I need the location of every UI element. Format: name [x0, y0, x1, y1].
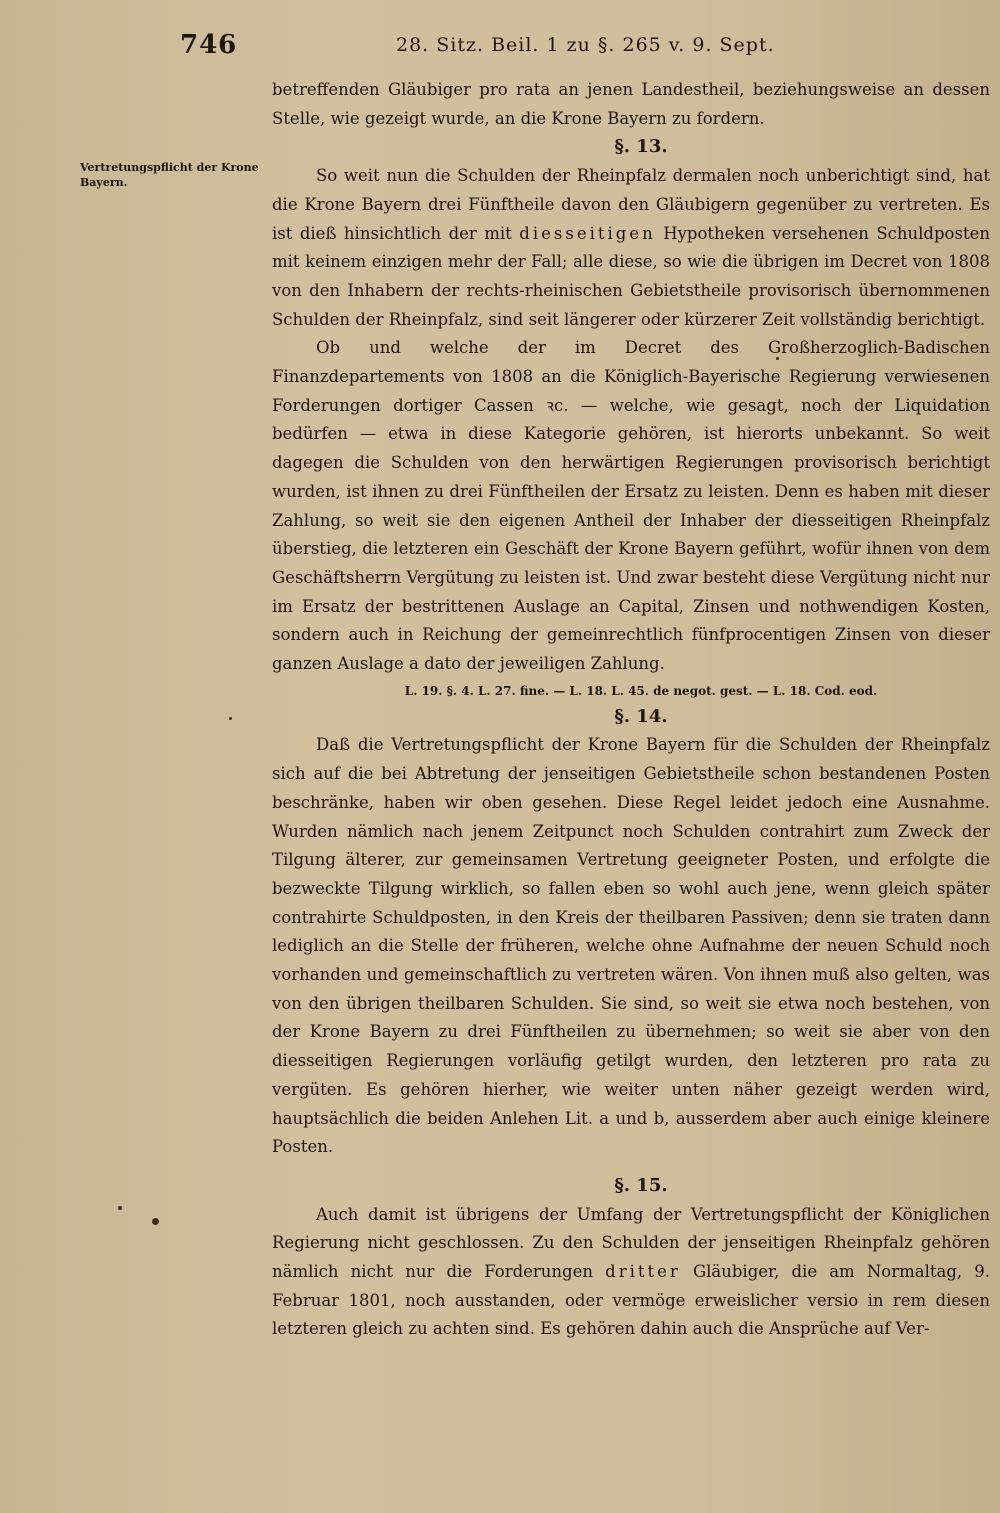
paragraph: Ob und welche der im Decret des Großherzoglich-Badischen Finanzdepartements von 1808 an die Königlich-Bayerische Regierung verwiesenen Forderungen dortiger Cassen ꝛc. — welche, wie gesagt, noch der Liquidation bedürfen — etwa in diese Kategorie gehören, ist hierorts unbekannt. So weit dagegen die Schulden von den herwärtigen Regierungen provisorisch berichtigt wurden, ist ihnen zu drei Fünftheilen der Ersatz zu leisten. Denn es haben mit dieser Zahlung, so weit sie den eigenen Antheil der Inhaber der diesseitigen Rheinpfalz überstieg, die letzteren ein Geschäft der Krone Bayern geführt, wofür ihnen von dem Geschäftsherrn Vergütung zu leisten ist. Und zwar besteht diese Vergütung nicht nur im Ersatz der bestrittenen Auslage an Capital, Zinsen und nothwendigen Kosten, sondern auch in Reichung der gemeinrechtlich fünfprocentigen Zinsen von dieser ganzen Auslage a dato der jeweiligen Zahlung. — [272, 338, 990, 674]
legal-citation: L. 19. §. 4. L. 27. fine. — L. 18. L. 45. de negot. gest. — L. 18. Cod. eod. — [404, 683, 878, 698]
section-heading-13: §. 13. — [614, 136, 668, 158]
ink-spot — [229, 717, 232, 720]
emphasized-word: dritter — [605, 1262, 681, 1282]
text-run: Gläubiger, die am Normaltag, 9. Februar 1801, noch ausstanden, oder vermöge erweislicher versio in rem diesen letzteren gleich zu achten sind. Es gehören dahin auch die Ansprüche auf Ver- — [272, 1262, 991, 1339]
running-title: 28. Sitz. Beil. 1 zu §. 265 v. 9. Sept. — [396, 34, 775, 56]
body-text — [272, 76, 990, 1344]
text-run: Auch damit ist übrigens der Umfang der Vertretungspflicht der Königlichen Regierung nicht geschlossen. Zu den Schulden der jenseitigen Rheinpfalz gehören nämlich nicht nur die Forderungen — [272, 1204, 990, 1282]
ink-spot — [776, 357, 779, 360]
paragraph: Daß die Vertretungspflicht der Krone Bayern für die Schulden der Rheinpfalz sich auf die bei Abtretung der jenseitigen Gebietstheile schon bestandenen Posten beschränke, haben wir oben gesehen. Diese Regel leidet jedoch eine Ausnahme. Wurden nämlich nach jenem Zeitpunct noch Schulden contrahirt zum Zweck der Tilgung älterer, zur gemeinsamen Vertretung geeigneter Posten, und erfolgte die bezweckte Tilgung wirklich, so fallen eben so wohl auch jene, wenn gleich später contrahirte Schuldposten, in den Kreis der theilbaren Passiven; denn sie traten dann lediglich an die Stelle der früheren, welche ohne Aufnahme der neuen Schuld noch vorhanden und gemeinschaftlich zu vertreten wären. Von ihnen muß also gelten, was von den übrigen theilbaren Schulden. Sie sind, so weit sie etwa noch bestehen, von der Krone Bayern zu drei Fünftheilen zu übernehmen; so weit sie aber von den diesseitigen Regierungen vorläufig getilgt wurden, den letzteren pro rata zu vergüten. Es gehören hierher, wie weiter unten näher gezeigt werden wird, hauptsächlich die beiden Anlehen Lit. a und b, ausserdem aber auch einige kleinere Posten. — [272, 735, 990, 1157]
running-header — [180, 30, 1000, 70]
ink-spot — [152, 1218, 159, 1225]
paragraph — [272, 1201, 990, 1345]
emphasized-word: diesseitigen — [519, 223, 656, 243]
text-run: So weit nun die Schulden der Rheinpfalz dermalen noch unberichtigt sind, hat die Krone Bayern drei Fünftheile davon den Gläubigern gegenüber zu vertreten. Es ist dieß hinsichtlich der mit — [272, 166, 990, 243]
paragraph — [272, 162, 990, 334]
section-heading-15: §. 15. — [614, 1174, 668, 1196]
ink-spot — [118, 1206, 122, 1210]
text-run: Hypotheken versehenen Schuldposten mit keinem einzigen mehr der Fall; alle diese, so wie die übrigen im Decret von 1808 von den Inhabern der rechts-rheinischen Gebietstheile provisorisch übernommenen Schulden der Rheinpfalz, sind seit längerer oder kürzerer Zeit vollständig berichtigt. — [272, 223, 990, 329]
page-number: 746 — [180, 30, 238, 60]
paragraph: betreffenden Gläubiger pro rata an jenen Landestheil, beziehungsweise an dessen Stelle, wie gezeigt wurde, an die Krone Bayern zu fordern. — [272, 80, 990, 128]
margin-note: Vertretungspflicht der Krone Bayern. — [80, 161, 259, 189]
section-heading-14: §. 14. — [614, 705, 668, 727]
